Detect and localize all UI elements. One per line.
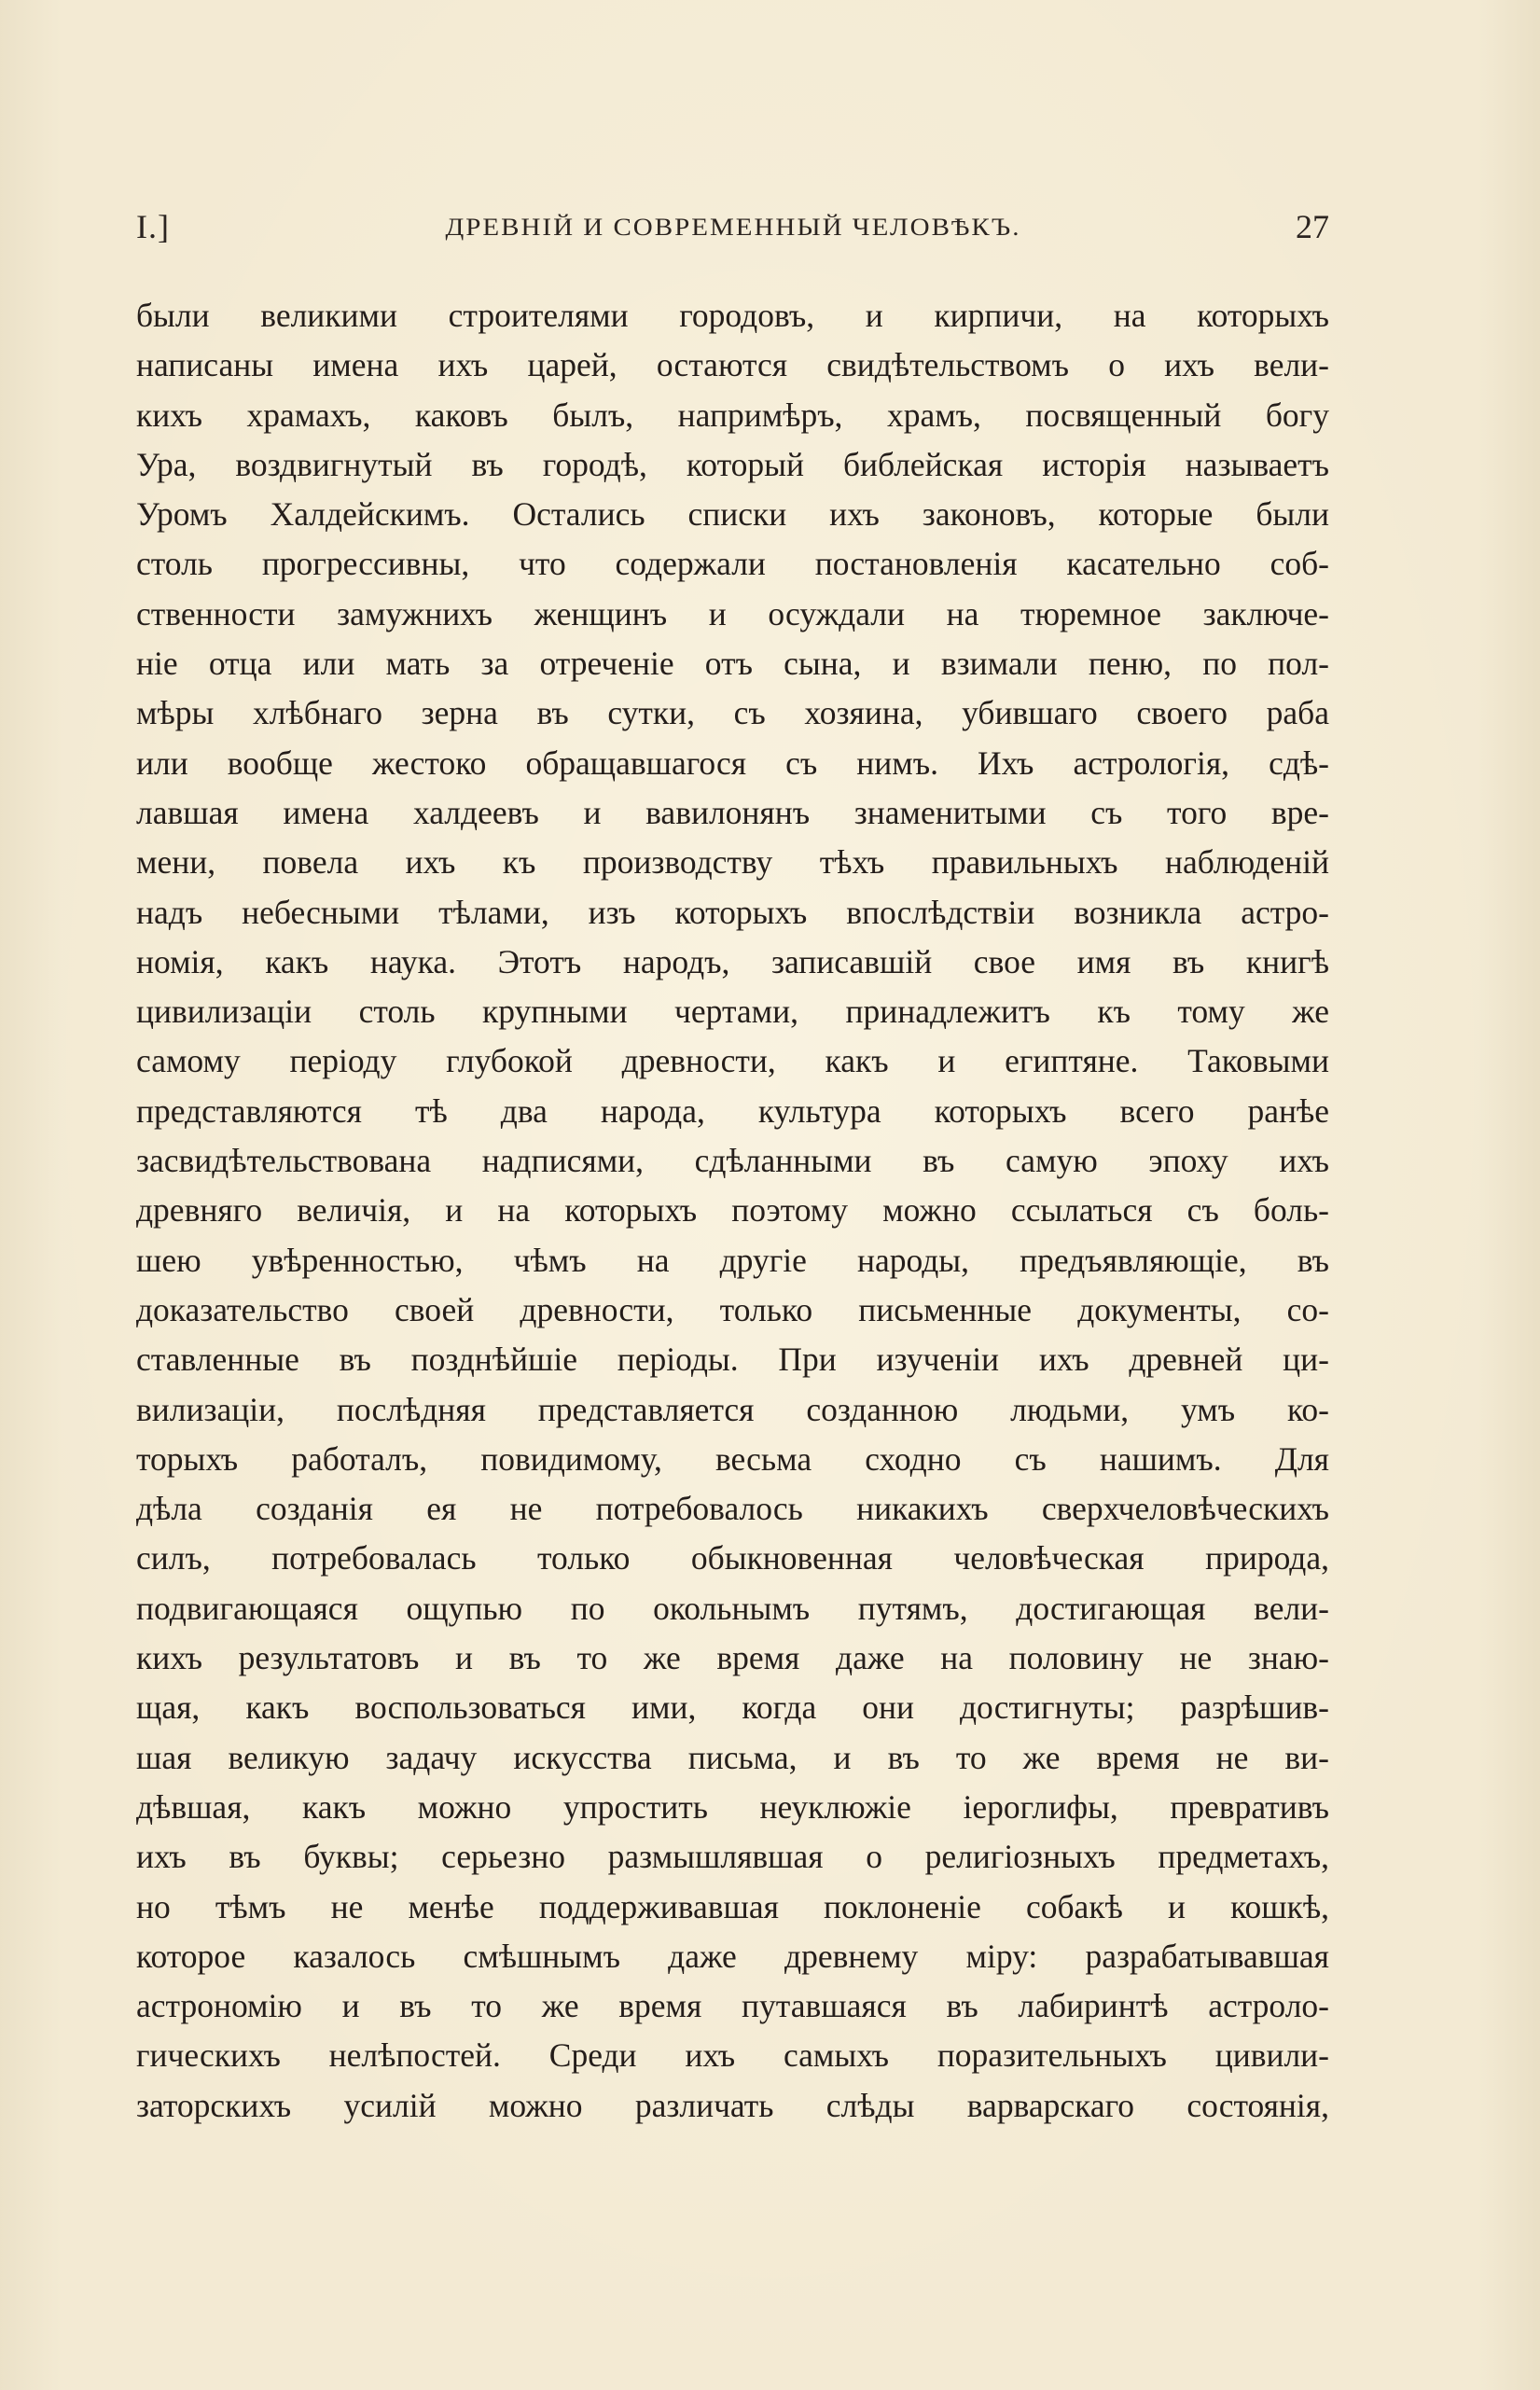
text-line: шая великую задачу искусства письма, и въ то же время не ви- xyxy=(136,1738,1329,1776)
text-line: которое казалось смѣшнымъ даже древнему міру: разрабатывавшая xyxy=(136,1937,1329,1975)
text-line: засвидѣтельствована надписями, сдѣланными въ самую эпоху ихъ xyxy=(136,1142,1329,1180)
section-marker: I.] xyxy=(136,208,170,245)
text-line: щая, какъ воспользоваться ими, когда они достигнуты; разрѣшив- xyxy=(136,1688,1329,1727)
text-line: надъ небесными тѣлами, изъ которыхъ впослѣдствіи возникла астро- xyxy=(136,893,1329,931)
text-line: написаны имена ихъ царей, остаются свидѣтельствомъ о ихъ вели- xyxy=(136,346,1329,384)
page-number: 27 xyxy=(1296,208,1329,245)
text-line: древняго величія, и на которыхъ поэтому можно ссылаться съ боль- xyxy=(136,1191,1329,1230)
text-line: номія, какъ наука. Этотъ народъ, записавшій свое имя въ книгѣ xyxy=(136,942,1329,980)
text-line: мени, повела ихъ къ производству тѣхъ правильныхъ наблюденій xyxy=(136,843,1329,882)
text-line: ихъ въ буквы; серьезно размышлявшая о религіозныхъ предметахъ, xyxy=(136,1838,1329,1876)
text-line: дѣвшая, какъ можно упростить неуклюжіе іероглифы, превративъ xyxy=(136,1787,1329,1826)
text-line: цивилизаціи столь крупными чертами, принадлежитъ къ тому же xyxy=(136,993,1329,1031)
text-line: кихъ храмахъ, каковъ былъ, напримѣръ, храмъ, посвященный богу xyxy=(136,396,1329,434)
text-line: гическихъ нелѣпостей. Среди ихъ самыхъ поразительныхъ цивили- xyxy=(136,2036,1329,2075)
text-line: торыхъ работалъ, повидимому, весьма сходно съ нашимъ. Для xyxy=(136,1439,1329,1478)
text-line: столь прогрессивны, что содержали постановленія касательно соб- xyxy=(136,545,1329,583)
text-line: Уромъ Халдейскимъ. Остались списки ихъ законовъ, которые были xyxy=(136,495,1329,534)
text-line: лавшая имена халдеевъ и вавилонянъ знаменитыми съ того вре- xyxy=(136,793,1329,831)
text-line: самому періоду глубокой древности, какъ и египтяне. Таковыми xyxy=(136,1042,1329,1080)
text-line: представляются тѣ два народа, культура которыхъ всего ранѣе xyxy=(136,1091,1329,1130)
text-line: ственности замужнихъ женщинъ и осуждали на тюремное заключе- xyxy=(136,594,1329,632)
text-line: доказательство своей древности, только письменные документы, со- xyxy=(136,1290,1329,1328)
text-line: заторскихъ усилій можно различать слѣды варварскаго состоянія, xyxy=(136,2086,1329,2124)
text-line: были великими строителями городовъ, и кирпичи, на которыхъ xyxy=(136,297,1329,334)
text-line: ніе отца или мать за отреченіе отъ сына, и взимали пеню, по пол- xyxy=(136,645,1329,683)
running-header xyxy=(136,207,1329,257)
text-line: силъ, потребовалась только обыкновенная человѣческая природа, xyxy=(136,1539,1329,1577)
text-line: шею увѣренностью, чѣмъ на другіе народы, предъявляющіе, въ xyxy=(136,1241,1329,1279)
text-line: ставленные въ позднѣйшіе періоды. При изученіи ихъ древней ци- xyxy=(136,1341,1329,1379)
text-line: или вообще жестоко обращавшагося съ нимъ. Ихъ астрологія, сдѣ- xyxy=(136,743,1329,782)
text-line: мѣры хлѣбнаго зерна въ сутки, съ хозяина, убившаго своего раба xyxy=(136,694,1329,732)
body-text xyxy=(136,291,1329,2131)
text-line: подвигающаяся ощупью по окольнымъ путямъ, достигающая вели- xyxy=(136,1589,1329,1627)
text-line: астрономію и въ то же время путавшаяся въ лабиринтѣ астроло- xyxy=(136,1987,1329,2025)
text-line: кихъ результатовъ и въ то же время даже на половину не знаю- xyxy=(136,1639,1329,1677)
text-line: вилизаціи, послѣдняя представляется созданною людьми, умъ ко- xyxy=(136,1390,1329,1428)
text-line: дѣла созданія ея не потребовалось никакихъ сверхчеловѣческихъ xyxy=(136,1490,1329,1528)
text-line: Ура, воздвигнутый въ городѣ, который библейская исторія называетъ xyxy=(136,445,1329,483)
running-title: ДРЕВНІЙ И СОВРЕМЕННЫЙ ЧЕЛОВѢКЪ. xyxy=(445,214,1021,242)
text-line: но тѣмъ не менѣе поддерживавшая поклоненіе собакѣ и кошкѣ, xyxy=(136,1887,1329,1925)
